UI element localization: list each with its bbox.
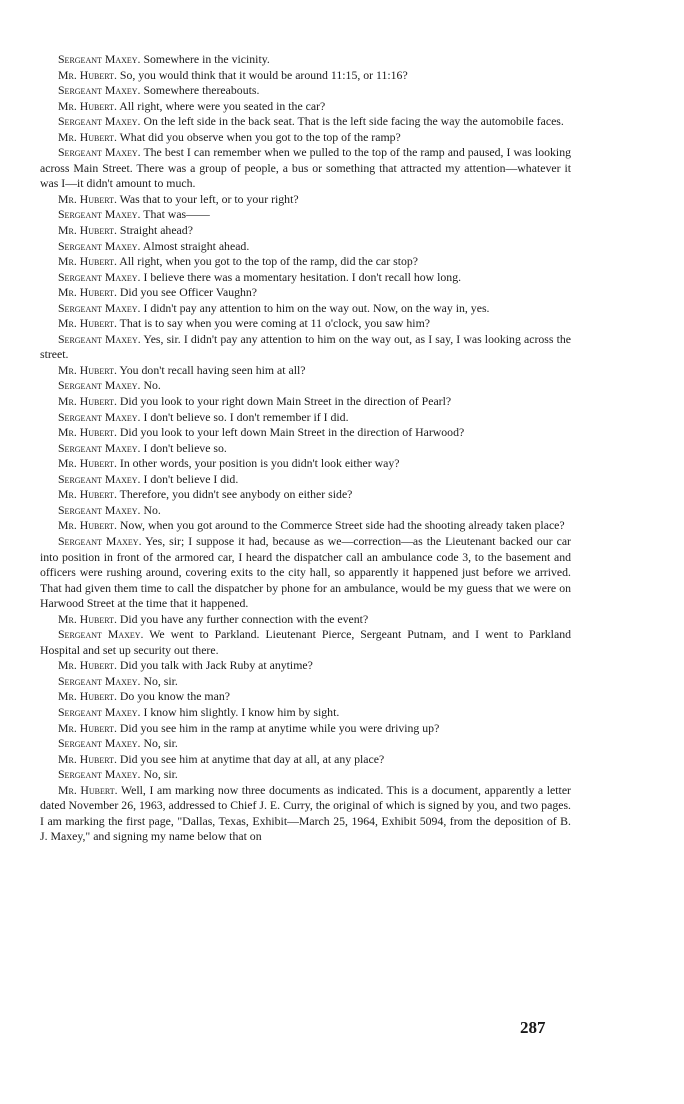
speaker-name: Sergeant Maxey. bbox=[58, 471, 141, 486]
line-text: No. bbox=[140, 502, 161, 517]
line-text: I know him slightly. I know him by sight. bbox=[140, 704, 340, 719]
line-text: I don't believe so. I don't remember if I did. bbox=[140, 409, 349, 424]
transcript-line bbox=[40, 518, 571, 534]
transcript-line bbox=[40, 192, 571, 208]
line-text: So, you would think that it would be around 11:15, or 11:16? bbox=[116, 67, 408, 82]
speaker-name: Sergeant Maxey. bbox=[58, 440, 141, 455]
line-text: Yes, sir. I didn't pay any attention to him on the way out, as I say, I was looking across the street. bbox=[40, 331, 571, 362]
line-text: Somewhere thereabouts. bbox=[140, 83, 260, 98]
transcript-line bbox=[40, 674, 571, 690]
line-text: Therefore, you didn't see anybody on either side? bbox=[116, 487, 353, 502]
transcript-line bbox=[40, 441, 571, 457]
speaker-name: Sergeant Maxey. bbox=[58, 767, 141, 782]
speaker-name: Mr. Hubert. bbox=[58, 425, 117, 440]
line-text: Did you see Officer Vaughn? bbox=[116, 285, 258, 300]
speaker-name: Sergeant Maxey. bbox=[58, 736, 141, 751]
line-text: No, sir. bbox=[140, 767, 178, 782]
speaker-name: Sergeant Maxey. bbox=[58, 114, 141, 129]
line-text: Somewhere in the vicinity. bbox=[140, 52, 270, 66]
line-text: All right, where were you seated in the car? bbox=[116, 98, 326, 113]
transcript-line bbox=[40, 767, 571, 783]
transcript-line bbox=[40, 503, 571, 519]
line-text: We went to Parkland. Lieutenant Pierce, Sergeant Putnam, and I went to Parkland Hospital and set up security out there. bbox=[40, 627, 571, 657]
transcript-line bbox=[40, 736, 571, 752]
speaker-name: Mr. Hubert. bbox=[58, 362, 117, 377]
speaker-name: Sergeant Maxey. bbox=[58, 409, 141, 424]
line-text: Did you look to your left down Main Street in the direction of Harwood? bbox=[116, 425, 465, 440]
speaker-name: Mr. Hubert. bbox=[58, 285, 117, 300]
transcript-line bbox=[40, 130, 571, 146]
speaker-name: Mr. Hubert. bbox=[58, 689, 117, 704]
transcript-line bbox=[40, 114, 571, 130]
speaker-name: Mr. Hubert. bbox=[58, 611, 117, 626]
line-text: You don't recall having seen him at all? bbox=[116, 362, 306, 377]
transcript-line bbox=[40, 378, 571, 394]
line-text: No. bbox=[140, 378, 161, 393]
transcript-line bbox=[40, 705, 571, 721]
transcript-line bbox=[40, 254, 571, 270]
transcript-line bbox=[40, 410, 571, 426]
transcript-line bbox=[40, 99, 571, 115]
line-text: No, sir. bbox=[140, 736, 178, 751]
speaker-name: Mr. Hubert. bbox=[58, 223, 117, 238]
line-text: I don't believe I did. bbox=[140, 471, 239, 486]
transcript-line bbox=[40, 394, 571, 410]
transcript-line bbox=[40, 752, 571, 768]
line-text: That was—— bbox=[140, 207, 210, 222]
speaker-name: Sergeant Maxey. bbox=[58, 207, 141, 222]
speaker-name: Sergeant Maxey. bbox=[58, 704, 141, 719]
line-text: I don't believe so. bbox=[140, 440, 227, 455]
speaker-name: Mr. Hubert. bbox=[58, 658, 117, 673]
speaker-name: Sergeant Maxey. bbox=[58, 331, 141, 346]
line-text: Straight ahead? bbox=[116, 223, 193, 238]
transcript-line bbox=[40, 239, 571, 255]
line-text: Was that to your left, or to your right? bbox=[116, 191, 299, 206]
speaker-name: Mr. Hubert. bbox=[58, 782, 118, 797]
line-text: Well, I am marking now three documents as indicated. This is a document, apparently a letter dated November 26, 1963, addressed to Chief J. E. Curry, the original of which is signed by you, and two pages. I am marking the first page, "Dallas, Texas, Exhibit—March 25, 1964, Exhibit 5094, from the deposition of B. J. Maxey," and signing my name below that on bbox=[40, 782, 571, 844]
transcript-line bbox=[40, 68, 571, 84]
transcript-line bbox=[40, 285, 571, 301]
line-text: Yes, sir; I suppose it had, because as we—correction—as the Lieutenant backed our car into position in front of the armored car, I heard the dispatcher call an ambulance code 3, to the basement and officers were rushing around, covering exits to the city hall, so apparently it happened just before we arrived. That had given them time to call the dispatcher by phone for an ambulance, would be my guess that we were on Harwood Street at the time that it happened. bbox=[40, 533, 571, 611]
transcript-line bbox=[40, 783, 571, 845]
transcript-line bbox=[40, 612, 571, 628]
transcript-line bbox=[40, 301, 571, 317]
speaker-name: Sergeant Maxey. bbox=[58, 533, 142, 548]
speaker-name: Sergeant Maxey. bbox=[58, 269, 141, 284]
transcript-line bbox=[40, 145, 571, 192]
speaker-name: Mr. Hubert. bbox=[58, 129, 117, 144]
speaker-name: Sergeant Maxey. bbox=[58, 300, 141, 315]
line-text: Did you see him in the ramp at anytime while you were driving up? bbox=[116, 720, 440, 735]
line-text: Do you know the man? bbox=[116, 689, 230, 704]
speaker-name: Mr. Hubert. bbox=[58, 254, 117, 269]
line-text: In other words, your position is you didn't look either way? bbox=[116, 456, 400, 471]
speaker-name: Mr. Hubert. bbox=[58, 67, 117, 82]
transcript-line bbox=[40, 487, 571, 503]
speaker-name: Sergeant Maxey. bbox=[58, 238, 141, 253]
speaker-name: Sergeant Maxey. bbox=[58, 502, 141, 517]
line-text: I didn't pay any attention to him on the way out. Now, on the way in, yes. bbox=[140, 300, 490, 315]
line-text: Almost straight ahead. bbox=[140, 238, 250, 253]
line-text: On the left side in the back seat. That is the left side facing the way the automobile faces. bbox=[140, 114, 564, 129]
line-text: What did you observe when you got to the top of the ramp? bbox=[116, 129, 401, 144]
speaker-name: Mr. Hubert. bbox=[58, 487, 117, 502]
transcript-line bbox=[40, 721, 571, 737]
line-text: Did you talk with Jack Ruby at anytime? bbox=[116, 658, 313, 673]
transcript-line bbox=[40, 83, 571, 99]
line-text: Now, when you got around to the Commerce Street side had the shooting already taken place? bbox=[116, 518, 565, 533]
speaker-name: Sergeant Maxey. bbox=[58, 378, 141, 393]
line-text: That is to say when you were coming at 11 o'clock, you saw him? bbox=[116, 316, 430, 331]
line-text: The best I can remember when we pulled to the top of the ramp and paused, I was looking across Main Street. There was a group of people, a bus or something that attracted my attention—whatever it was I—it didn't amount to much. bbox=[40, 145, 571, 191]
transcript-line bbox=[40, 363, 571, 379]
transcript-line bbox=[40, 456, 571, 472]
transcript-line bbox=[40, 425, 571, 441]
line-text: No, sir. bbox=[140, 673, 178, 688]
transcript-body bbox=[40, 52, 571, 845]
speaker-name: Mr. Hubert. bbox=[58, 98, 117, 113]
transcript-line bbox=[40, 534, 571, 612]
transcript-line bbox=[40, 332, 571, 363]
transcript-line bbox=[40, 316, 571, 332]
line-text: Did you see him at anytime that day at all, at any place? bbox=[116, 751, 385, 766]
speaker-name: Sergeant Maxey. bbox=[58, 83, 141, 98]
speaker-name: Mr. Hubert. bbox=[58, 394, 117, 409]
transcript-line bbox=[40, 207, 571, 223]
transcript-line bbox=[40, 689, 571, 705]
page-number: 287 bbox=[520, 1018, 546, 1037]
transcript-line bbox=[40, 52, 571, 68]
speaker-name: Sergeant Maxey. bbox=[58, 673, 141, 688]
speaker-name: Mr. Hubert. bbox=[58, 191, 117, 206]
line-text: I believe there was a momentary hesitation. I don't recall how long. bbox=[140, 269, 462, 284]
transcript-line bbox=[40, 223, 571, 239]
speaker-name: Sergeant Maxey. bbox=[58, 52, 141, 66]
speaker-name: Mr. Hubert. bbox=[58, 720, 117, 735]
transcript-line bbox=[40, 472, 571, 488]
speaker-name: Sergeant Maxey. bbox=[58, 627, 144, 642]
line-text: All right, when you got to the top of the ramp, did the car stop? bbox=[116, 254, 419, 269]
speaker-name: Mr. Hubert. bbox=[58, 518, 117, 533]
line-text: Did you look to your right down Main Street in the direction of Pearl? bbox=[116, 394, 452, 409]
line-text: Did you have any further connection with the event? bbox=[116, 611, 369, 626]
speaker-name: Sergeant Maxey. bbox=[58, 145, 141, 160]
transcript-line bbox=[40, 627, 571, 658]
speaker-name: Mr. Hubert. bbox=[58, 751, 117, 766]
transcript-line bbox=[40, 270, 571, 286]
speaker-name: Mr. Hubert. bbox=[58, 456, 117, 471]
transcript-line bbox=[40, 658, 571, 674]
speaker-name: Mr. Hubert. bbox=[58, 316, 117, 331]
